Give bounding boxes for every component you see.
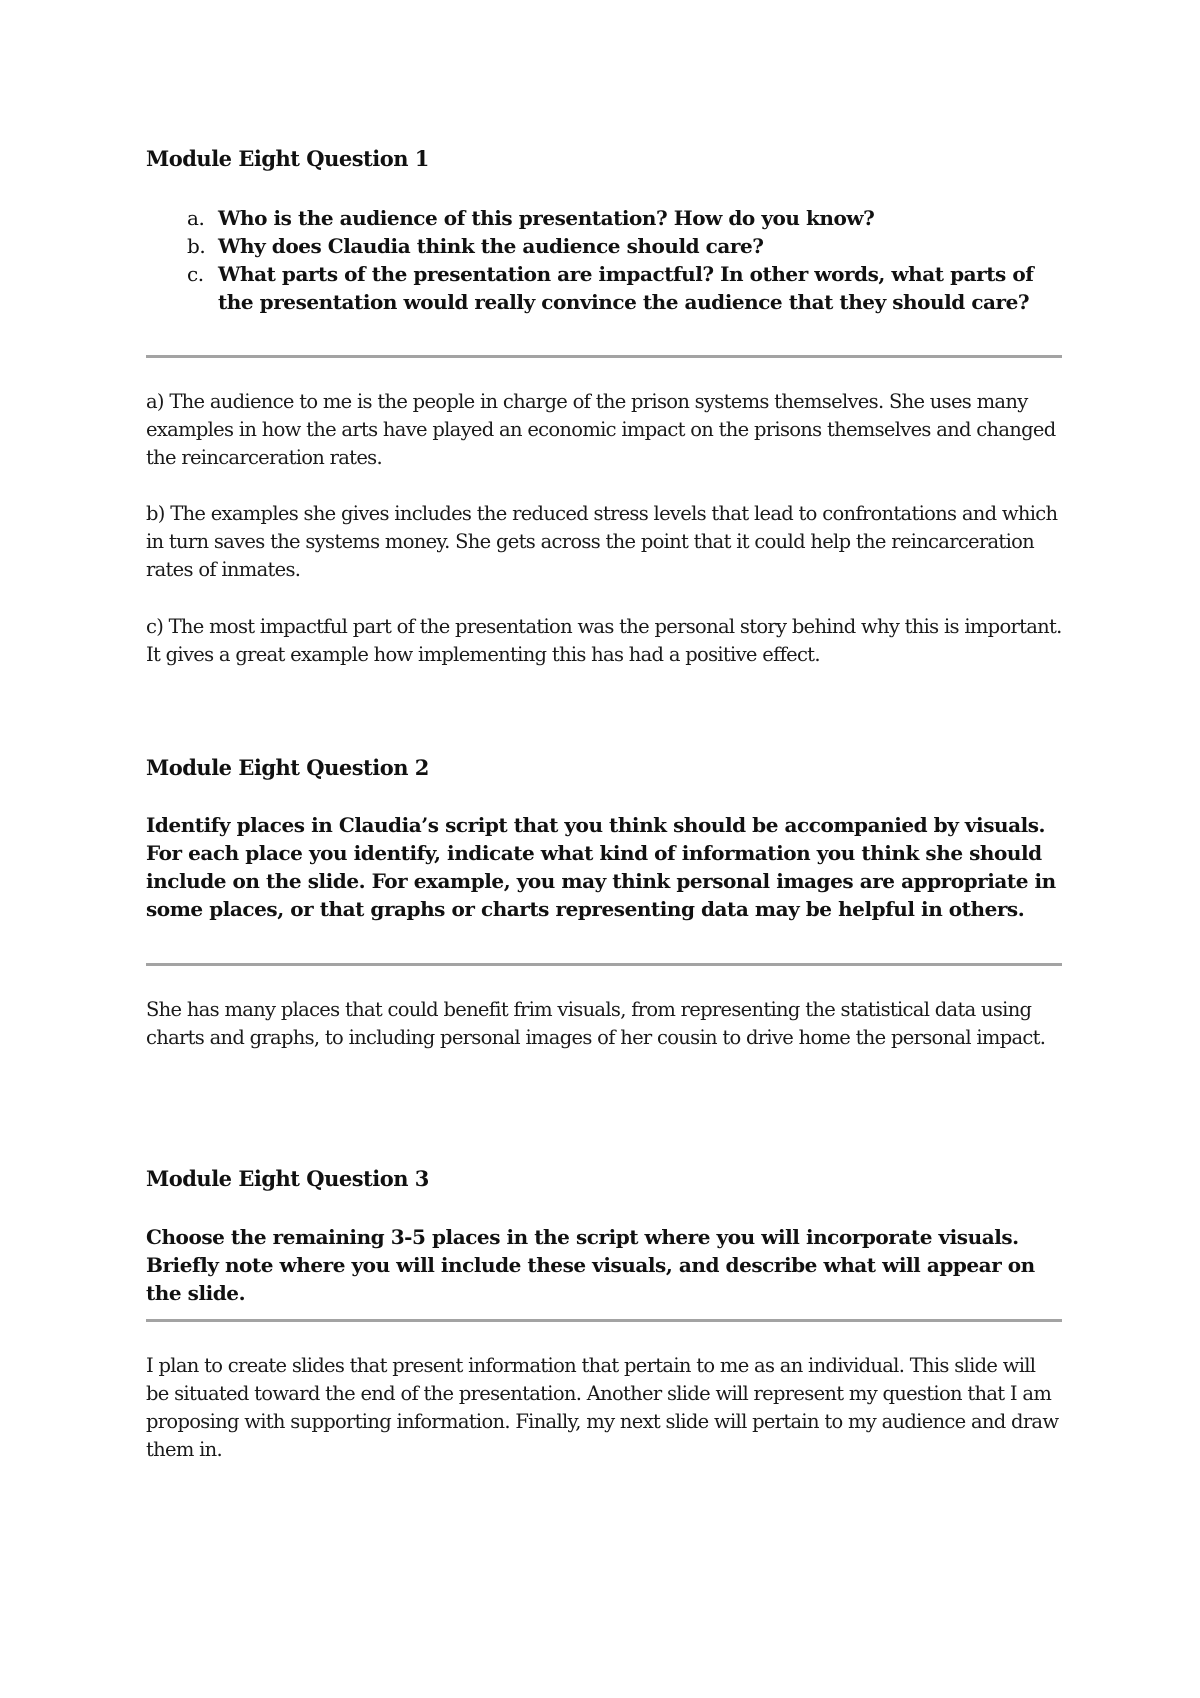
q1-answer-a: a) The audience to me is the people in charge of the prison systems themselves. She uses many examples in how the arts have played an economic impact on the prisons themselves and changed the reincarceration rates. [146,390,1056,469]
q1-question-a [146,204,1062,232]
q2-divider [146,963,1062,966]
q2-prompt: Identify places in Claudia’s script that you think should be accompanied by visuals. For each place you identify, indicate what kind of information you think she should include on the slide. For example, you may think personal images are appropriate in some places, or that graphs or charts representing data may be helpful in others. [146,813,1056,921]
q1-question-c-text: What parts of the presentation are impactful? In other words, what parts of the presentation would really convince the audience that they should care? [218,262,1034,314]
q1-question-c [146,260,1062,316]
q3-heading: Module Eight Question 3 [146,1166,429,1191]
q1-heading: Module Eight Question 1 [146,146,429,171]
q2-answer: She has many places that could benefit frim visuals, from representing the statistical data using charts and graphs, to including personal images of her cousin to drive home the personal impact. [146,998,1046,1049]
q1-question-b [146,232,1062,260]
q1-question-b-text: Why does Claudia think the audience should care? [218,234,764,258]
q1-question-list [146,204,1062,316]
q1-answer-c: c) The most impactful part of the presentation was the personal story behind why this is important. It gives a great example how implementing this has had a positive effect. [146,615,1062,666]
q1-question-b-marker: b. [187,234,206,258]
q1-question-a-text: Who is the audience of this presentation? How do you know? [218,206,875,230]
q1-answer-b: b) The examples she gives includes the reduced stress levels that lead to confrontations and which in turn saves the systems money. She gets across the point that it could help the reincarceration rates of inmates. [146,502,1058,581]
q1-question-c-marker: c. [187,262,204,286]
q3-answer: I plan to create slides that present information that pertain to me as an individual. This slide will be situated toward the end of the presentation. Another slide will represent my question that I am proposing with supporting information. Finally, my next slide will pertain to my audience and draw them in. [146,1354,1059,1461]
q1-divider [146,355,1062,358]
q2-heading: Module Eight Question 2 [146,755,429,780]
q3-divider [146,1319,1062,1322]
q3-prompt: Choose the remaining 3-5 places in the script where you will incorporate visuals. Briefly note where you will include these visuals, and describe what will appear on the slide. [146,1225,1035,1305]
q1-question-a-marker: a. [187,206,205,230]
